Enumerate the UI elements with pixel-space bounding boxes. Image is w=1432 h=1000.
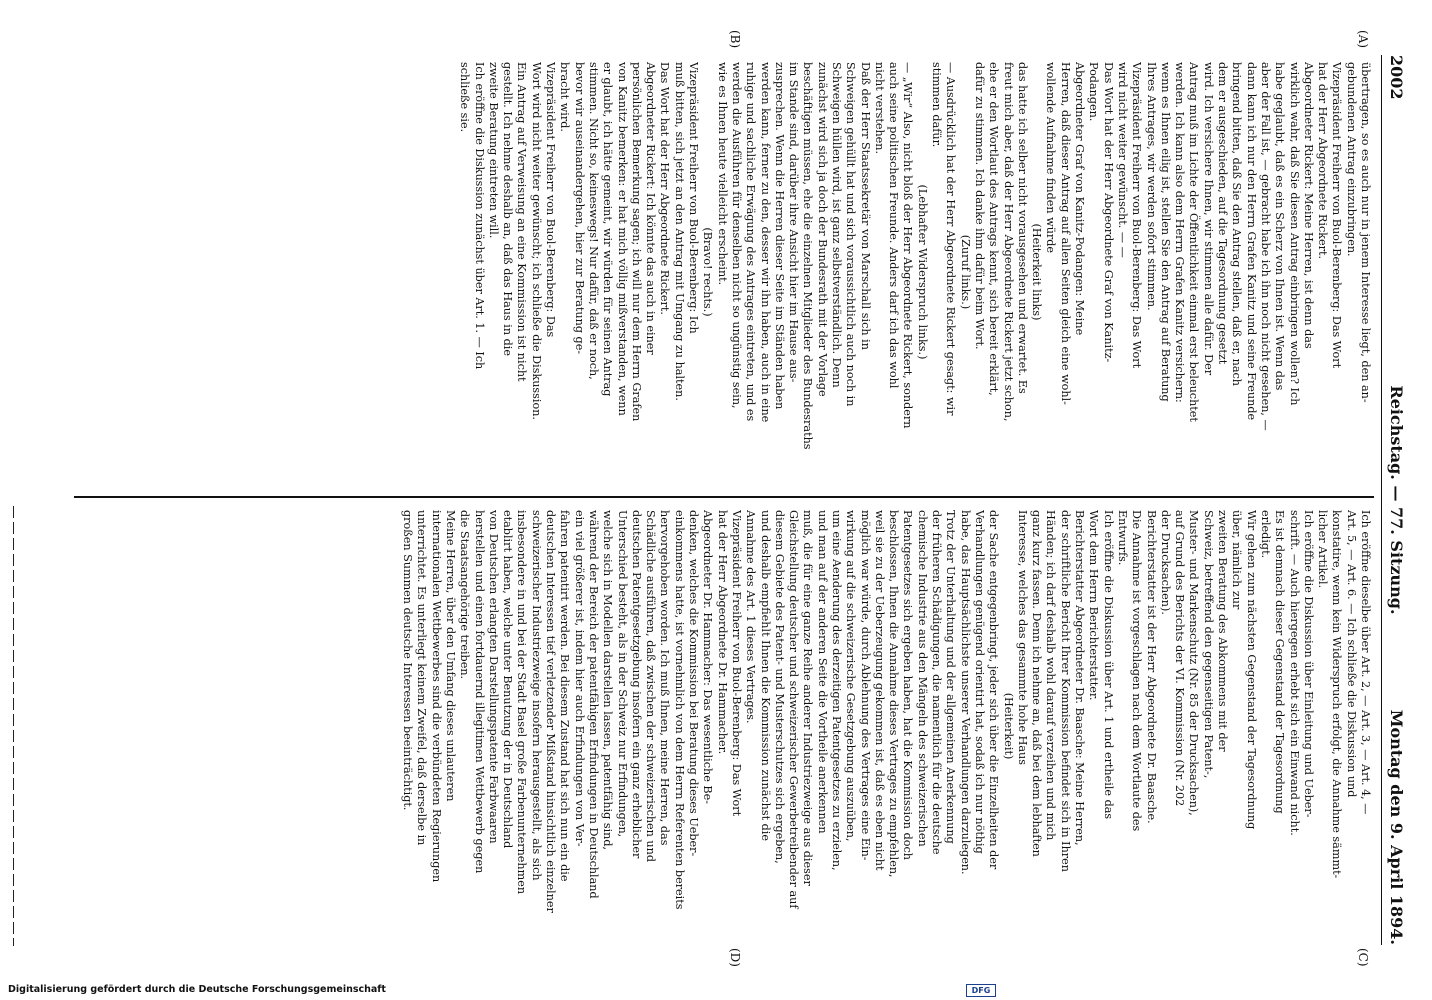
text-line: (Heiterkeit): [1001, 692, 1015, 760]
footer-text: Digitalisierung gefördert durch die Deutsche Forschungsgemeinschaft: [8, 984, 386, 995]
text-line: wird. Ich versichere Ihnen, wir stimmen alle dafür. Der: [1201, 62, 1215, 376]
text-line: gestellt. Ich nehme deshalb an, daß das Haus in die: [501, 62, 515, 356]
text-line: der schriftliche Bericht Ihrer Kommission befindet sich in Ihren: [1058, 510, 1072, 872]
text-line: Herren, daß dieser Antrag auf allen Seiten gleich eine wohl-: [1058, 62, 1072, 405]
text-line: werden. Ich kann also dem Herrn Grafen Kanitz versichern:: [1173, 62, 1187, 403]
text-line: dann kann ich nur den Herrn Grafen Kanitz und seine Freunde: [1244, 62, 1258, 421]
text-line: diesem Gebiete des Patent- und Musterschutzes sich ergeben,: [772, 510, 786, 864]
text-line: möglich war würde, durch Ablehnung des Vertrages eine Ein-: [858, 510, 872, 861]
text-line: wenn es Ihnen eilig ist, stellen Sie den Antrag auf Beratung: [1158, 62, 1172, 402]
text-line: schrift. — Auch hiergegen erhebt sich ein Einwand nicht.: [1287, 510, 1301, 836]
text-line: von Kanitz bemerken: er hat mich völlig mißverstanden, wenn: [615, 62, 629, 416]
text-line: muß bitten, sich jetzt an den Antrag mit Umgang zu halten.: [672, 62, 686, 401]
text-line: Ein Antrag auf Verweisung an eine Kommission ist nicht: [515, 62, 529, 382]
text-line: (Zuruf links.): [958, 234, 972, 310]
text-line: hat der Herr Abgeordnete Rickert.: [1316, 62, 1330, 260]
text-line: (Heiterkeit links): [1030, 223, 1044, 321]
text-line: werden die Ausführen für denselben nicht so ungünstig sein,: [729, 62, 743, 409]
text-line: wollende Aufnahme finden würde: [1044, 62, 1058, 254]
text-line: um eine Aenderung des derzeitigen Patentgesetzes zu erzielen,: [830, 510, 844, 871]
text-line: Ich eröffne die Diskussion über Einleitung und Ueber-: [1301, 510, 1315, 818]
text-line: ehe er den Wortlaut des Antrags kennt, sich bereit erklärt,: [987, 62, 1001, 396]
text-line: insbesondere in und bei der Stadt Basel große Farbenunternehmen: [515, 510, 529, 895]
digitization-footer: [0, 984, 1000, 998]
text-line: wie es Ihnen heute vielleicht erscheint.: [715, 62, 729, 286]
text-line: welche sich in Modellen darstellen lassen, patentfähig sind,: [601, 510, 615, 851]
text-line: licher Artikel.: [1316, 510, 1330, 589]
text-line: das hatte ich selber nicht vorausgesehen und erwartet. Es: [1015, 62, 1029, 394]
text-line: erledigt.: [1258, 510, 1272, 559]
text-line: Verhandlungen genügend orientirt hat, sodaß ich nur nöthig: [972, 510, 986, 854]
text-line: persönlichen Bemerkung sagen; ich will nur dem Herrn Grafen: [629, 62, 643, 422]
margin-mark-a: (A): [1356, 30, 1370, 49]
text-line: Annahme des Art. 1 dieses Vertrages.: [744, 510, 758, 724]
text-line: im Stande sind, darüber ihre Ansicht hier im Hause aus-: [787, 62, 801, 383]
text-line: ruhige und sachliche Erwägung des Antrages eintreten, und es: [744, 62, 758, 422]
margin-mark-d: (D): [728, 948, 742, 967]
text-line: und man auf der anderen Seite die Vortheile anerkennen: [815, 510, 829, 834]
text-line: Podangen.: [1087, 62, 1101, 122]
text-line: zunächst wird sich ja doch der Bundesrath mit der Vorlage: [815, 62, 829, 397]
text-line: Wort wird nicht weiter gewünscht; ich schließe die Diskussion.: [529, 62, 543, 420]
text-line: Schweiz, betreffend den gegenseitigen Patent-,: [1201, 510, 1215, 779]
text-line: Ihres Antrages, wir werden sofort stimmen.: [1144, 62, 1158, 311]
text-line: gebundenen Antrag einzubringen.: [1344, 62, 1358, 257]
margin-mark-b: (B): [728, 30, 742, 49]
text-line: weil sie zu der Ueberzeugung gekommen ist, daß es eben nicht: [872, 510, 886, 871]
text-line: Ich eröffne die Diskussion zunächst über Art. 1. — Ich: [472, 62, 486, 370]
text-line: — Ausdrücklich hat der Herr Abgeordnete Rickert gesagt: wir: [944, 62, 958, 416]
text-line: Berichterstatter Abgeordneter Dr. Baasche: Meine Herren,: [1073, 510, 1087, 846]
text-line: Abgeordneter Dr. Hammacher: Das wesentliche Be-: [701, 510, 715, 805]
text-line: wird nicht weiter gewünscht. — —: [1115, 62, 1129, 258]
text-line: deutschen Interessen tief verletzender Mißstand hinsichtlich einzelner: [544, 510, 558, 913]
text-line: hervorgehoben worden. Ich muß Ihnen, meine Herren, das: [658, 510, 672, 846]
text-line: während der Bereich der patentfähigen Erfindungen in Deutschland: [586, 510, 600, 899]
text-line: Vizepräsident Freiherr von Buol-Berenberg: Ich: [687, 62, 701, 334]
text-line: einkommens hatte, ist vornehmlich von dem Herrn Referenten bereits: [672, 510, 686, 910]
text-line: Abgeordneter Rickert: Ich könnte das auch in einer: [644, 62, 658, 355]
text-line: bringend bitten, daß Sie den Antrag stellen, daß er, nach: [1230, 62, 1244, 387]
text-line: Vizepräsident Freiherr von Buol-Berenberg: Das: [544, 62, 558, 338]
text-line: unterrichtet. Es unterliegt keinem Zweifel, daß derselbe in: [415, 510, 429, 846]
text-line: Unterschied besteht, als in der Schweiz nur Erfindungen,: [615, 510, 629, 838]
text-line: Das Wort hat der Herr Abgeordnete Graf von Kanitz-: [1101, 62, 1115, 363]
text-line: werden kann, ferner zu den, desser wir ihn haben, auch in eine: [758, 62, 772, 423]
text-line: dem er ausgeschieden, auf die Tagesordnung gesetzt: [1216, 62, 1230, 365]
text-line: wirklich wahr, daß Sie diesen Antrag einbringen wollen? Ich: [1287, 62, 1301, 406]
text-line: schließe sie.: [458, 62, 472, 133]
text-line: Abgeordneter Rickert: Meine Herren, ist denn das: [1301, 62, 1315, 349]
text-line: stimmen. Nicht so, keineswegs! Nur dafür, daß er noch,: [586, 62, 600, 380]
text-line: internationalen Wettbewerbes sind die verbündeten Regierungen: [429, 510, 443, 883]
text-line: wirkung auf die schweizerische Gesetzgebung auszuüben,: [844, 510, 858, 842]
text-line: — „Wir“ Also, nicht bloß der Herr Abgeordnete Rickert, sondern: [901, 62, 915, 429]
text-line: zweite Beratung eintreten will.: [486, 62, 500, 239]
text-line: herstellen und einen fortdauernd illegitimen Wettbewerb gegen: [472, 510, 486, 874]
text-line: Ich eröffne die Diskussion über Art. 1 und ertheile das: [1101, 510, 1115, 820]
text-line: Schweigen gehüllt hat und sich voraussichtlich auch noch in: [844, 62, 858, 407]
text-line: Trotz der Unterhaltung und der allgemeinen Anerkennung: [944, 510, 958, 844]
text-line: zweiten Beratung des Abkommens mit der: [1216, 510, 1230, 752]
text-line: der früheren Schädigungen, die namentlich für die deutsche: [930, 510, 944, 855]
text-line: Daß der Herr Staatssekretär von Marschall sich in: [858, 62, 872, 350]
text-line: Ich eröffne dieselbe über Art. 2, — Art. 3, — Art. 4, —: [1359, 510, 1372, 815]
text-line: dafür zu stimmen. Ich danke ihm dafür beim Wort.: [972, 62, 986, 350]
margin-mark-c: (C): [1356, 948, 1370, 967]
text-line: Wort dem Herrn Berichterstatter.: [1087, 510, 1101, 701]
text-line: Antrag muß im Lichte der Öffentlichkeit einmal erst beleuchtet: [1187, 62, 1201, 422]
text-line: fahren patentirt werden. Bei diesem Zustand hat sich nun ein die: [558, 510, 572, 882]
text-line: Das Wort hat der Herr Abgeordnete Rickert.: [658, 62, 672, 315]
page-header: [1381, 55, 1408, 945]
page-date: Montag den 9. April 1894.: [1387, 709, 1406, 945]
text-line: habe geglaubt, daß es ein Scherz von Ihnen ist. Wenn das: [1273, 62, 1287, 391]
text-line: Händen; ich darf deshalb wohl darauf verzeihen und mich: [1044, 510, 1058, 841]
text-line: Wir gehen zum nächsten Gegenstand der Tagesordnung: [1244, 510, 1258, 830]
text-line: Die Annahme ist vorgeschlagen nach dem Wortlaute des: [1130, 510, 1144, 832]
dfg-logo: DFG: [966, 984, 996, 997]
text-line: hat der Herr Abgeordnete Dr. Hammacher.: [715, 510, 729, 755]
text-line: schweizerischer Industriezweige insofern herausgestellt, als sich: [529, 510, 543, 881]
right-column: [72, 510, 1372, 942]
text-line: habe, das Hauptsächlichste unserer Verhandlungen darzulegen.: [958, 510, 972, 875]
text-line: Schädliche ausführen, daß zwischen der schweizerischen und: [644, 510, 658, 863]
text-line: und deshalb empfiehlt Ihnen die Kommission zunächst die: [758, 510, 772, 842]
text-line: ganz kurz fassen. Denn ich nehme an, daß bei dem lebhaften: [1030, 510, 1044, 857]
text-line: Muster- und Markenschutz (Nr. 85 der Drucksachen),: [1187, 510, 1201, 816]
text-line: Berichterstatter ist der Herr Abgeordnete Dr. Baasche.: [1144, 510, 1158, 824]
text-line: Meine Herren, über den Umfang dieses unlauteren: [444, 510, 457, 802]
text-line: muß, die für eine ganze Reihe anderer Industriezweige aus dieser: [801, 510, 815, 886]
text-line: (Lebhafter Widerspruch links.): [915, 184, 929, 360]
bottom-rule: [13, 506, 14, 946]
text-line: konstatire, wenn kein Widerspruch erfolgt, die Annahme sämmt-: [1330, 510, 1344, 879]
text-line: etablirt haben, welche unter Benutzung der in Deutschland: [501, 510, 515, 849]
text-line: stimmen dafür.: [930, 62, 944, 148]
text-line: denken, welches die Kommission bei Beratung dieses Ueber-: [687, 510, 701, 857]
text-line: deutschen Patentgesetzgebung insofern ein ganz erheblicher: [629, 510, 643, 859]
text-line: Vizepräsident Freiherr von Buol-Berenberg: Das Wort: [729, 510, 743, 817]
text-line: ein viel größerer ist, indem hier auch Erfindungen von Ver-: [572, 510, 586, 847]
text-line: der Sache entgegenbringt, jeder sich über die Einzelheiten der: [987, 510, 1001, 870]
text-line: Gleichstellung deutscher und schweizerischer Gewerbetreibender auf: [787, 510, 801, 909]
text-line: Art. 5, — Art. 6. — Ich schließe die Diskussion und: [1344, 510, 1358, 798]
text-line: chemische Industrie aus den Mängeln des schweizerischen: [915, 510, 929, 847]
text-line: übertragen, so es auch nur in jenem Interesse liegt, den an-: [1359, 62, 1372, 403]
text-line: beschlossen, Ihnen die Annahme dieses Vertrages zu empfehlen,: [887, 510, 901, 878]
text-line: Patentgesetzes sich ergeben haben, hat die Kommission doch: [901, 510, 915, 860]
text-line: Es ist demnach dieser Gegenstand der Tagesordnung: [1273, 510, 1287, 814]
text-line: bevor wir auseinandergehen, hier zur Beratung ge-: [572, 62, 586, 355]
page-number: 2002: [1387, 55, 1406, 100]
text-line: von Deutschen erlangten Darstellungspatente Farbwaaren: [486, 510, 500, 844]
text-line: über, nämlich zur: [1230, 510, 1244, 610]
text-line: Vizepräsident Freiherr von Buol-Berenberg: Das Wort: [1130, 62, 1144, 369]
text-line: der Drucksachen).: [1158, 510, 1172, 615]
text-line: auch seine politischen Freunde. Anders darf ich das wohl: [887, 62, 901, 389]
text-line: großen Summen deutsche Interessen beeinträchtigt.: [401, 510, 415, 811]
text-line: Entwurfs.: [1115, 510, 1129, 566]
text-line: beschäftigen müssen, ehe die einzelnen Mitglieder des Bundesraths: [801, 62, 815, 450]
text-line: Schweigen hüllen wird, ist ganz selbstverständlich. Denn: [830, 62, 844, 388]
column-divider: [74, 496, 1374, 498]
text-line: die Staatsangehörige treiben.: [458, 510, 472, 680]
text-line: aber der Fall ist, — gebracht habe ich ihn noch nicht gesehen, —: [1258, 62, 1272, 431]
text-line: auf Grund des Berichts der VI. Kommission (Nr. 202: [1173, 510, 1187, 807]
text-line: zusprechen. Wenn die Herren dieser Seite im Ständen haben: [772, 62, 786, 410]
text-line: Interesse, welches das gesammte hohe Haus: [1015, 510, 1029, 765]
text-line: bracht wird.: [558, 62, 572, 132]
text-line: freut mich aber, daß der Herr Abgeordnete Rickert jetzt schon,: [1001, 62, 1015, 422]
left-column: [72, 62, 1372, 482]
text-line: Abgeordneter Graf von Kanitz-Podangen: Meine: [1073, 62, 1087, 336]
text-line: nicht verstehen.: [872, 62, 886, 155]
page-title: Reichstag. — 77. Sitzung.: [1387, 385, 1406, 615]
text-line: Vizepräsident Freiherr von Buol-Berenberg: Das Wort: [1330, 62, 1344, 369]
text-line: (Bravo! rechts.): [701, 227, 715, 317]
text-line: er glaubt, ich hätte gemeint, wir würden für seinen Antrag: [601, 62, 615, 397]
